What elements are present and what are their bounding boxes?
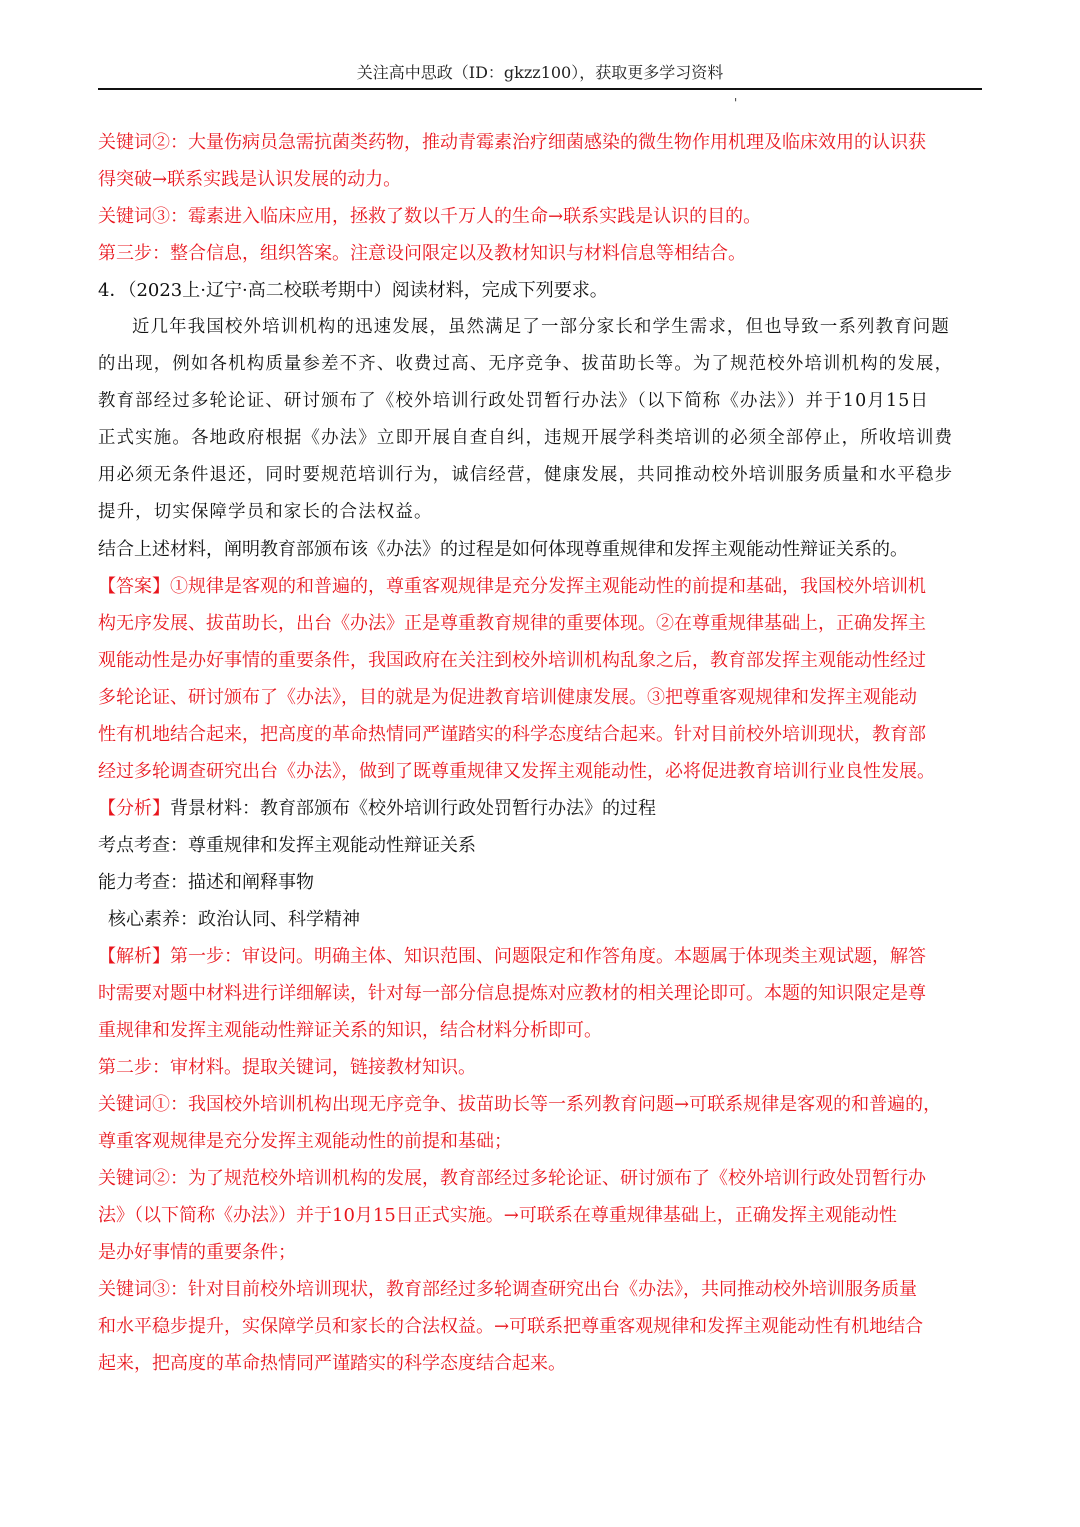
material-line: 用必须无条件退还，同时要规范培训行为，诚信经营，健康发展，共同推动校外培训服务质量和水平稳步 <box>98 465 954 485</box>
keyword-line: 关键词③：霉素进入临床应用，拯救了数以千万人的生命→联系实践是认识的目的。 <box>98 206 762 227</box>
answer-line: 观能动性是办好事情的重要条件，我国政府在关注到校外培训机构乱象之后，教育部发挥主观能动性经过 <box>98 650 926 671</box>
keyword-line: 得突破→联系实践是认识发展的动力。 <box>98 169 402 190</box>
material-line: 教育部经过多轮论证、研讨颁布了《校外培训行政处罚暂行办法》（以下简称《办法》）并于10月15日 <box>98 391 930 411</box>
analysis-literacy: 核心素养：政治认同、科学精神 <box>108 909 360 930</box>
analysis-line <box>98 790 982 827</box>
step-line: 第二步：审材料。提取关键词，链接教材知识。 <box>98 1057 476 1078</box>
answer-line: 经过多轮调查研究出台《办法》，做到了既尊重规律又发挥主观能动性，必将促进教育培训行业良性发展。 <box>98 761 935 782</box>
keyword-line: 起来，把高度的革命热情同严谨踏实的科学态度结合起来。 <box>98 1353 566 1374</box>
answer-line <box>98 568 982 605</box>
analysis-points: 考点考查：尊重规律和发挥主观能动性辩证关系 <box>98 835 476 856</box>
keyword-line: 关键词②：大量伤病员急需抗菌类药物，推动青霉素治疗细菌感染的微生物作用机理及临床效用的认识获 <box>98 132 926 153</box>
answer-line: 性有机地结合起来，把高度的革命热情同严谨踏实的科学态度结合起来。针对目前校外培训现状，教育部 <box>98 724 926 745</box>
material-line: 提升，切实保障学员和家长的合法权益。 <box>98 502 433 522</box>
question-prompt: 结合上述材料，阐明教育部颁布该《办法》的过程是如何体现尊重规律和发挥主观能动性辩证关系的。 <box>98 539 908 560</box>
answer-tag: 【答案】 <box>98 576 170 597</box>
answer-line: 构无序发展、拔苗助长，出台《办法》正是尊重教育规律的重要体现。②在尊重规律基础上，正确发挥主 <box>98 613 926 634</box>
keyword-line: 是办好事情的重要条件； <box>98 1242 296 1263</box>
material-line: 近几年我国校外培训机构的迅速发展，虽然满足了一部分家长和学生需求，但也导致一系列教育问题 <box>132 317 950 337</box>
page-header <box>98 58 982 90</box>
explanation-line <box>98 938 982 975</box>
answer-text: ①规律是客观的和普遍的，尊重客观规律是充分发挥主观能动性的前提和基础，我国校外培训机 <box>170 576 926 597</box>
explanation-tag: 【解析】 <box>98 946 170 967</box>
analysis-tag: 【分析】 <box>98 798 170 819</box>
question-material <box>98 309 982 531</box>
document-body <box>98 124 982 1382</box>
explanation-text: 第一步：审设问。明确主体、知识范围、问题限定和作答角度。本题属于体现类主观试题，解答 <box>170 946 926 967</box>
analysis-ability: 能力考查：描述和阐释事物 <box>98 872 314 893</box>
keyword-line: 和水平稳步提升，实保障学员和家长的合法权益。→可联系把尊重客观规律和发挥主观能动性有机地结合 <box>98 1316 924 1337</box>
keyword-line: 关键词②：为了规范校外培训机构的发展，教育部经过多轮论证、研讨颁布了《校外培训行政处罚暂行办 <box>98 1168 926 1189</box>
step-line: 第三步：整合信息，组织答案。注意设问限定以及教材知识与材料信息等相结合。 <box>98 243 746 264</box>
analysis-background: 背景材料：教育部颁布《校外培训行政处罚暂行办法》的过程 <box>170 798 656 819</box>
question-number: 4．（2023上·辽宁·高二校联考期中）阅读材料，完成下列要求。 <box>98 280 608 301</box>
keyword-line: 尊重客观规律是充分发挥主观能动性的前提和基础； <box>98 1131 512 1152</box>
keyword-line: 法》（以下简称《办法》）并于10月15日正式实施。→可联系在尊重规律基础上，正确发挥主观能动性 <box>98 1205 897 1226</box>
keyword-line: 关键词③：针对目前校外培训现状，教育部经过多轮调查研究出台《办法》，共同推动校外培训服务质量 <box>98 1279 917 1300</box>
material-line: 正式实施。各地政府根据《办法》立即开展自查自纠，违规开展学科类培训的必须全部停止，所收培训费 <box>98 428 954 448</box>
answer-line: 多轮论证、研讨颁布了《办法》，目的就是为促进教育培训健康发展。③把尊重客观规律和发挥主观能动 <box>98 687 917 708</box>
stray-mark: ' <box>734 96 738 110</box>
explanation-line: 重规律和发挥主观能动性辩证关系的知识，结合材料分析即可。 <box>98 1020 602 1041</box>
keyword-line: 关键词①：我国校外培训机构出现无序竞争、拔苗助长等一系列教育问题→可联系规律是客观的和普遍的， <box>98 1094 942 1115</box>
material-line: 的出现，例如各机构质量参差不齐、收费过高、无序竞争、拔苗助长等。为了规范校外培训机构的发展， <box>98 354 954 374</box>
header-title: 关注高中思政（ID：gkzz100），获取更多学习资料 <box>356 63 724 82</box>
explanation-line: 时需要对题中材料进行详细解读，针对每一部分信息提炼对应教材的相关理论即可。本题的知识限定是尊 <box>98 983 926 1004</box>
